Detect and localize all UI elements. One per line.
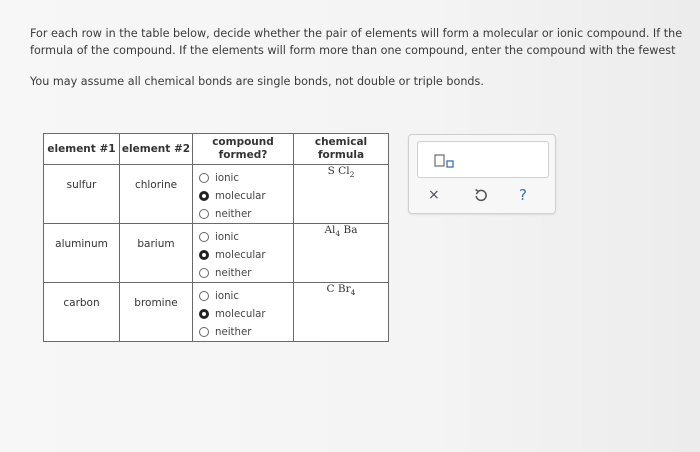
- radio-button-selected[interactable]: [199, 250, 209, 260]
- header-element-1: element #1: [44, 134, 120, 165]
- table-row: [44, 165, 389, 224]
- table-row: [44, 224, 389, 283]
- option-molecular[interactable]: [199, 246, 293, 264]
- option-neither[interactable]: [199, 205, 293, 223]
- option-neither[interactable]: [199, 264, 293, 282]
- header-formula-line1: chemical: [314, 136, 368, 148]
- header-compound-formed: [193, 134, 294, 165]
- formula-field[interactable]: [294, 224, 389, 283]
- radio-button-selected[interactable]: [199, 191, 209, 201]
- table-row: [44, 283, 389, 342]
- option-label: neither: [215, 208, 252, 220]
- element-2-cell: barium: [120, 224, 193, 283]
- option-neither[interactable]: [199, 323, 293, 341]
- radio-button[interactable]: [199, 268, 209, 278]
- radio-button[interactable]: [199, 173, 209, 183]
- option-label: molecular: [215, 308, 266, 320]
- option-label: molecular: [215, 190, 266, 202]
- radio-button[interactable]: [199, 209, 209, 219]
- header-chemical-formula: [294, 134, 389, 165]
- clear-icon[interactable]: ×: [428, 187, 440, 203]
- header-formula-line2: formula: [317, 149, 365, 161]
- formula-subscript: 4: [335, 229, 341, 238]
- subscript-icon[interactable]: [434, 154, 456, 170]
- radio-button-selected[interactable]: [199, 309, 209, 319]
- header-element-2: element #2: [120, 134, 193, 165]
- instructions: [30, 25, 700, 90]
- element-1-cell: sulfur: [44, 165, 120, 224]
- undo-arrow-icon: [473, 187, 489, 203]
- option-label: neither: [215, 267, 252, 279]
- formula-symbol: Br: [337, 283, 351, 295]
- option-molecular[interactable]: [199, 305, 293, 323]
- option-label: neither: [215, 326, 252, 338]
- compound-options: [193, 224, 294, 283]
- toolbar-actions: [409, 185, 555, 207]
- undo-icon[interactable]: [473, 187, 489, 209]
- compound-table: [43, 133, 389, 342]
- formula-subscript: 2: [349, 170, 355, 179]
- header-compound-line2: formed?: [218, 149, 268, 161]
- element-1-cell: aluminum: [44, 224, 120, 283]
- formula-field[interactable]: [294, 283, 389, 342]
- element-1-cell: carbon: [44, 283, 120, 342]
- element-2-cell: chlorine: [120, 165, 193, 224]
- instruction-line-2: formula of the compound. If the elements will form more than one compound, enter the compound with the fewest: [30, 44, 676, 57]
- option-ionic[interactable]: [199, 287, 293, 305]
- formula-symbol: Ba: [343, 224, 358, 236]
- formula-subscript: 4: [350, 288, 356, 297]
- option-ionic[interactable]: [199, 169, 293, 187]
- formula-field[interactable]: [294, 165, 389, 224]
- option-ionic[interactable]: [199, 228, 293, 246]
- option-molecular[interactable]: [199, 187, 293, 205]
- option-label: ionic: [215, 231, 239, 243]
- compound-options: [193, 283, 294, 342]
- option-label: ionic: [215, 172, 239, 184]
- subscript-tool-area: [417, 141, 549, 178]
- option-label: ionic: [215, 290, 239, 302]
- table-header-row: [44, 134, 389, 165]
- header-compound-line1: compound: [212, 136, 274, 148]
- formula-symbol: Cl: [338, 165, 350, 177]
- radio-button[interactable]: [199, 232, 209, 242]
- instruction-line-1: For each row in the table below, decide whether the pair of elements will form a molecular or ionic compound. If the: [30, 27, 683, 40]
- radio-button[interactable]: [199, 327, 209, 337]
- instruction-note: You may assume all chemical bonds are single bonds, not double or triple bonds.: [30, 75, 484, 88]
- answer-toolbar: [408, 134, 556, 214]
- radio-button[interactable]: [199, 291, 209, 301]
- option-label: molecular: [215, 249, 266, 261]
- help-icon[interactable]: ?: [519, 186, 527, 204]
- formula-symbol: C: [326, 283, 335, 295]
- compound-options: [193, 165, 294, 224]
- formula-symbol: Al: [324, 224, 336, 236]
- element-2-cell: bromine: [120, 283, 193, 342]
- formula-symbol: S: [327, 165, 335, 177]
